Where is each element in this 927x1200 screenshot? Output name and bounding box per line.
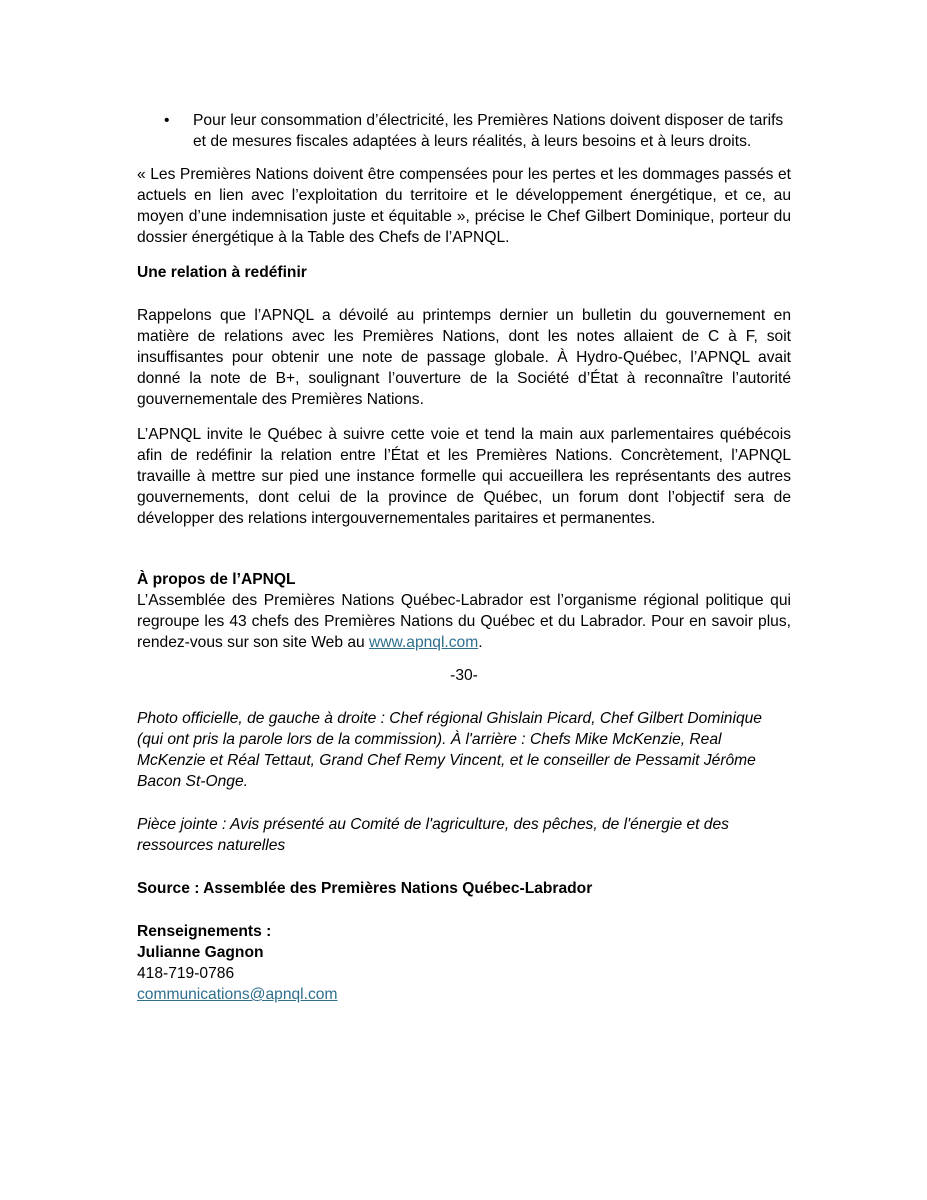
photo-caption: Photo officielle, de gauche à droite : Chef régional Ghislain Picard, Chef Gilbert Dominique (qui ont pris la parole lors de la commission). À l'arrière : Chefs Mike McKenzie, Real McKenzie et Réal Tettaut, Grand Chef Remy Vincent, et le conseiller de Pessamit Jérôme Bacon St-Onge.	[137, 710, 762, 790]
relation-paragraph-2: L’APNQL invite le Québec à suivre cette voie et tend la main aux parlementaires québécois afin de redéfinir la relation entre l’État et les Premières Nations. Concrètement, l’APNQL travaille à mettre sur pied une instance formelle qui accueillera les représentants des autres gouvernements, dont celui de la province de Québec, un forum dont l’objectif sera de développer des relations intergouvernementales paritaires et permanentes.	[137, 426, 791, 527]
source-line: Source : Assemblée des Premières Nations Québec-Labrador	[137, 880, 593, 897]
contact-heading: Renseignements :	[137, 923, 272, 940]
bullet-text: Pour leur consommation d’électricité, les Premières Nations doivent disposer de tarifs et de mesures fiscales adaptées à leurs réalités, à leurs besoins et à leurs droits.	[193, 112, 784, 150]
relation-paragraph-1: Rappelons que l’APNQL a dévoilé au printemps dernier un bulletin du gouvernement en matière de relations avec les Premières Nations, dont les notes allaient de C à F, soit insuffisantes pour obtenir une note de passage globale. À Hydro-Québec, l’APNQL avait donné la note de B+, soulignant l’ouverture de la Société d’État à reconnaître l’autorité gouvernementale des Premières Nations.	[137, 307, 791, 408]
contact-name: Julianne Gagnon	[137, 944, 264, 961]
apnql-website-link[interactable]: www.apnql.com	[369, 634, 479, 651]
quote-paragraph: « Les Premières Nations doivent être compensées pour les pertes et les dommages passés et actuels en lien avec l’exploitation du territoire et le développement énergétique, et ce, au moyen d’une indemnisation juste et équitable », précise le Chef Gilbert Dominique, porteur du dossier énergétique à la Table des Chefs de l’APNQL.	[137, 166, 791, 246]
about-heading: À propos de l’APNQL	[137, 571, 296, 588]
section-heading-relation: Une relation à redéfinir	[137, 264, 307, 281]
contact-phone: 418-719-0786	[137, 965, 235, 982]
about-paragraph	[137, 590, 791, 653]
end-marker: -30-	[450, 667, 478, 684]
about-text-end: .	[478, 634, 483, 651]
contact-email-link[interactable]: communications@apnql.com	[137, 986, 338, 1003]
bullet-symbol: •	[164, 112, 170, 129]
about-text: L’Assemblée des Premières Nations Québec-Labrador est l’organisme régional politique qui regroupe les 43 chefs des Premières Nations du Québec et du Labrador. Pour en savoir plus, rendez-vous sur son site Web au	[137, 592, 791, 651]
attachment-note: Pièce jointe : Avis présenté au Comité de l'agriculture, des pêches, de l'énergie et des ressources naturelles	[137, 816, 729, 854]
bullet-item	[137, 110, 791, 152]
document-page	[137, 110, 791, 1005]
